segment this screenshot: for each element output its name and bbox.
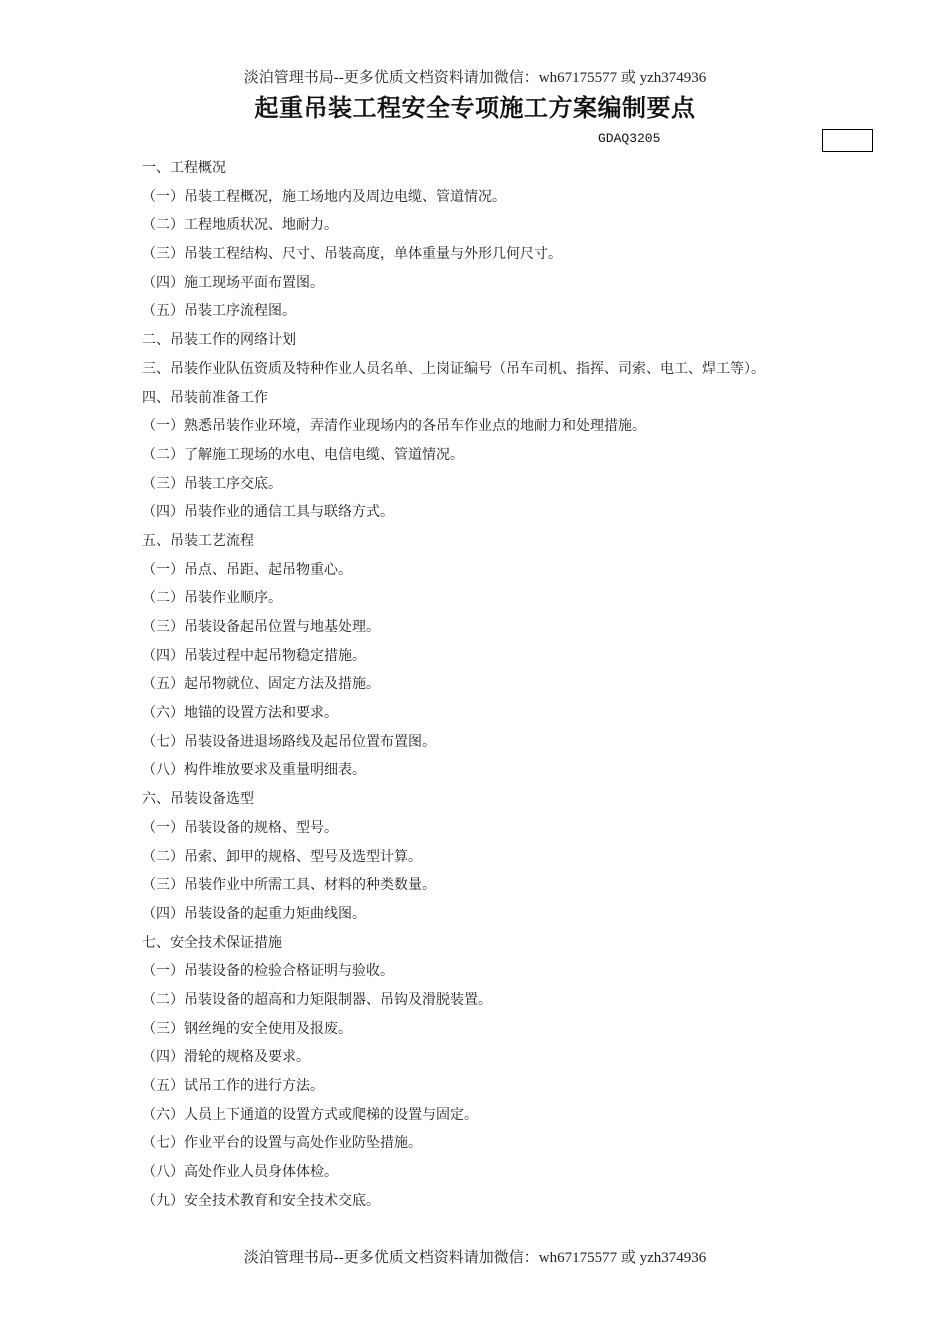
section-heading: 二、吊装工作的网络计划	[142, 332, 296, 349]
document-title: 起重吊装工程安全专项施工方案编制要点	[254, 94, 696, 122]
outline-item: （八）构件堆放要求及重量明细表。	[142, 762, 366, 779]
document-code: GDAQ3205	[598, 131, 661, 146]
outline-item: （一）吊装工程概况，施工场地内及周边电缆、管道情况。	[142, 188, 506, 205]
outline-item: （二）了解施工现场的水电、电信电缆、管道情况。	[142, 446, 464, 463]
outline-item: （三）吊装工程结构、尺寸、吊装高度，单体重量与外形几何尺寸。	[142, 246, 562, 263]
header-watermark: 淡泊管理书局--更多优质文档资料请加微信：wh67175577 或 yzh374936	[243, 70, 707, 86]
code-box	[822, 129, 873, 152]
outline-item: （三）吊装作业中所需工具、材料的种类数量。	[142, 877, 436, 894]
footer-watermark: 淡泊管理书局--更多优质文档资料请加微信：wh67175577 或 yzh374936	[243, 1250, 707, 1266]
outline-item: （一）吊装设备的检验合格证明与验收。	[142, 963, 394, 980]
outline-item: （六）地锚的设置方法和要求。	[142, 705, 338, 722]
outline-item: （二）吊装作业顺序。	[142, 590, 282, 607]
outline-item: （五）吊装工序流程图。	[142, 303, 296, 320]
section-heading: 三、吊装作业队伍资质及特种作业人员名单、上岗证编号（吊车司机、指挥、司索、电工、焊工等）。	[142, 360, 765, 377]
section-heading: 四、吊装前准备工作	[142, 389, 268, 406]
outline-item: （一）熟悉吊装作业环境，弄清作业现场内的各吊车作业点的地耐力和处理措施。	[142, 418, 646, 435]
outline-item: （四）施工现场平面布置图。	[142, 274, 324, 291]
outline-item: （二）吊索、卸甲的规格、型号及选型计算。	[142, 848, 422, 865]
outline-item: （一）吊点、吊距、起吊物重心。	[142, 561, 352, 578]
outline-item: （七）作业平台的设置与高处作业防坠措施。	[142, 1135, 422, 1152]
section-heading: 一、工程概况	[142, 160, 226, 176]
outline-item: （八）高处作业人员身体体检。	[142, 1164, 338, 1181]
outline-item: （一）吊装设备的规格、型号。	[142, 819, 338, 836]
section-heading: 六、吊装设备选型	[142, 791, 254, 808]
outline-item: （四）吊装设备的起重力矩曲线图。	[142, 905, 366, 922]
outline-item: （二）吊装设备的超高和力矩限制器、吊钩及滑脱装置。	[142, 991, 492, 1008]
outline-item: （六）人员上下通道的设置方式或爬梯的设置与固定。	[142, 1106, 478, 1123]
outline-item: （二）工程地质状况、地耐力。	[142, 217, 338, 234]
outline-item: （五）试吊工作的进行方法。	[142, 1078, 324, 1094]
outline-item: （四）吊装过程中起吊物稳定措施。	[142, 647, 366, 664]
outline-item: （七）吊装设备进退场路线及起吊位置布置图。	[142, 733, 436, 750]
section-heading: 五、吊装工艺流程	[142, 532, 254, 549]
outline-item: （四）吊装作业的通信工具与联络方式。	[142, 504, 394, 521]
outline-item: （四）滑轮的规格及要求。	[142, 1049, 310, 1066]
outline-item: （五）起吊物就位、固定方法及措施。	[142, 676, 380, 693]
outline-item: （三）吊装设备起吊位置与地基处理。	[142, 619, 380, 635]
outline-item: （三）钢丝绳的安全使用及报废。	[142, 1020, 352, 1037]
outline-list	[142, 154, 902, 1215]
section-heading: 七、安全技术保证措施	[142, 934, 282, 951]
outline-item: （九）安全技术教育和安全技术交底。	[142, 1192, 380, 1209]
outline-item: （三）吊装工序交底。	[142, 475, 282, 492]
